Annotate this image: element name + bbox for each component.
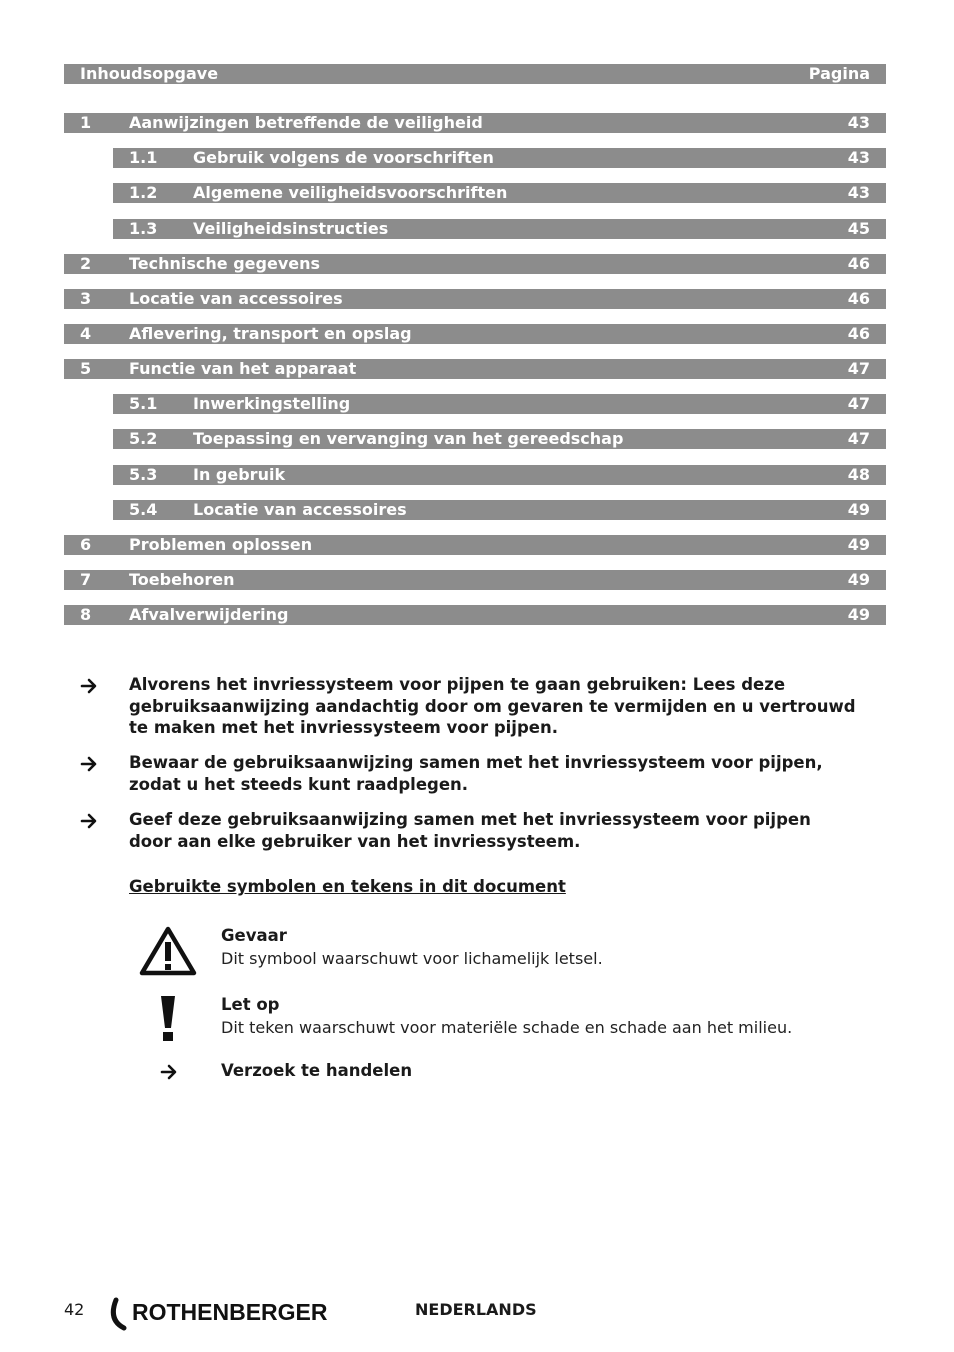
toc-entry-7[interactable] (64, 570, 886, 590)
toc-entry-title: Afvalverwijdering (129, 605, 289, 624)
toc-entry-8[interactable] (64, 605, 886, 625)
arrow-right-icon (80, 811, 100, 831)
toc-entry-2[interactable] (64, 254, 886, 274)
toc-entry-5-4[interactable] (113, 500, 886, 520)
symbol-action-label: Verzoek te handelen (221, 1061, 413, 1080)
toc-entry-number: 3 (80, 289, 92, 308)
toc-entry-page: 46 (847, 254, 870, 273)
toc-entry-5-2[interactable] (113, 429, 886, 449)
symbol-danger-label: Gevaar (221, 926, 287, 945)
toc-entry-page: 43 (847, 113, 870, 132)
toc-entry-1[interactable] (64, 113, 886, 133)
toc-entry-title: Algemene veiligheidsvoorschriften (193, 183, 508, 202)
toc-header (64, 64, 886, 84)
toc-entry-number: 5 (80, 359, 92, 378)
toc-entry-number: 5.3 (129, 465, 158, 484)
toc-header-page-label: Pagina (808, 64, 870, 83)
toc-entry-page: 49 (847, 570, 870, 589)
toc-entry-3[interactable] (64, 289, 886, 309)
toc-entry-title: Gebruik volgens de voorschriften (193, 148, 494, 167)
toc-entry-title: Functie van het apparaat (129, 359, 357, 378)
toc-entry-title: Problemen oplossen (129, 535, 313, 554)
toc-entry-title: Aflevering, transport en opslag (129, 324, 412, 343)
toc-entry-page: 45 (847, 219, 870, 238)
toc-entry-number: 5.2 (129, 429, 158, 448)
arrow-right-icon (80, 676, 100, 696)
toc-entry-title: Locatie van accessoires (129, 289, 343, 308)
toc-entry-title: Aanwijzingen betreffende de veiligheid (129, 113, 483, 132)
toc-entry-title: Toepassing en vervanging van het gereedschap (193, 429, 624, 448)
toc-entry-title: Locatie van accessoires (193, 500, 407, 519)
instruction-text: Alvorens het invriessysteem voor pijpen te gaan gebruiken: Lees deze gebruiksaanwijzing aandachtig door om gevaren te vermijden en u vertrouwd te maken met het invriessysteem voor pijpen. (129, 675, 856, 737)
toc-entry-page: 43 (847, 148, 870, 167)
toc-entry-page: 49 (847, 500, 870, 519)
toc-entry-number: 5.1 (129, 394, 158, 413)
toc-entry-title: In gebruik (193, 465, 286, 484)
toc-entry-number: 2 (80, 254, 92, 273)
toc-entry-1-3[interactable] (113, 219, 886, 239)
toc-entry-5-3[interactable] (113, 465, 886, 485)
toc-entry-number: 4 (80, 324, 92, 343)
toc-entry-page: 49 (847, 605, 870, 624)
arrow-right-icon (160, 1062, 180, 1082)
toc-entry-page: 47 (847, 394, 870, 413)
toc-entry-page: 46 (847, 324, 870, 343)
toc-entry-title: Toebehoren (129, 570, 235, 589)
toc-entry-4[interactable] (64, 324, 886, 344)
brand-logo (106, 1294, 351, 1332)
symbol-caution-label: Let op (221, 995, 280, 1014)
toc-entry-page: 48 (847, 465, 870, 484)
toc-entry-title: Veiligheidsinstructies (193, 219, 389, 238)
toc-entry-number: 1 (80, 113, 92, 132)
toc-entry-page: 46 (847, 289, 870, 308)
toc-entry-page: 49 (847, 535, 870, 554)
toc-entry-number: 6 (80, 535, 92, 554)
toc-entry-number: 1.2 (129, 183, 158, 202)
toc-entry-number: 1.1 (129, 148, 158, 167)
instruction-text: Geef deze gebruiksaanwijzing samen met het invriessysteem voor pijpen door aan elke gebruiker van het invriessysteem. (129, 810, 811, 851)
toc-entry-5[interactable] (64, 359, 886, 379)
brand-logo-text: ROTHENBERGER (132, 1299, 328, 1325)
page-number: 42 (64, 1300, 85, 1319)
symbol-caution-description: Dit teken waarschuwt voor materiële schade en schade aan het milieu. (221, 1018, 793, 1037)
toc-entry-number: 8 (80, 605, 92, 624)
toc-entry-number: 7 (80, 570, 92, 589)
toc-entry-page: 43 (847, 183, 870, 202)
toc-entry-5-1[interactable] (113, 394, 886, 414)
toc-entry-1-2[interactable] (113, 183, 886, 203)
exclamation-icon (156, 996, 180, 1042)
toc-entry-1-1[interactable] (113, 148, 886, 168)
toc-header-title: Inhoudsopgave (80, 64, 219, 83)
symbol-danger-description: Dit symbool waarschuwt voor lichamelijk letsel. (221, 949, 603, 968)
arrow-right-icon (80, 754, 100, 774)
toc-entry-title: Inwerkingstelling (193, 394, 351, 413)
language-label: NEDERLANDS (415, 1300, 537, 1319)
toc-entry-6[interactable] (64, 535, 886, 555)
toc-entry-title: Technische gegevens (129, 254, 321, 273)
toc-entry-number: 1.3 (129, 219, 158, 238)
toc-entry-page: 47 (847, 429, 870, 448)
toc-entry-number: 5.4 (129, 500, 158, 519)
toc-entry-page: 47 (847, 359, 870, 378)
symbols-section-title: Gebruikte symbolen en tekens in dit document (129, 877, 566, 896)
instruction-text: Bewaar de gebruiksaanwijzing samen met het invriessysteem voor pijpen, zodat u het steeds kunt raadplegen. (129, 753, 823, 794)
warning-triangle-icon (138, 925, 198, 977)
